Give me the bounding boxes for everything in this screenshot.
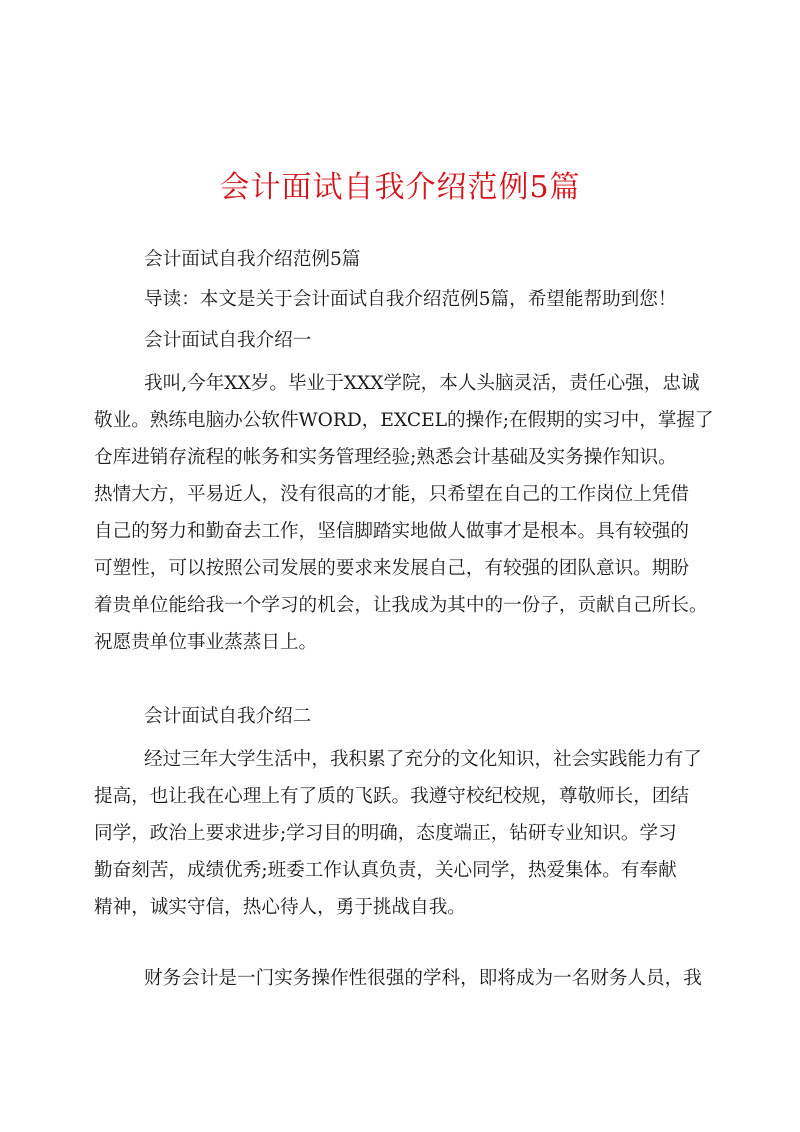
section2-line: 经过三年大学生活中，我积累了充分的文化知识，社会实践能力有了	[144, 749, 702, 770]
section1-line: 敬业。熟练电脑办公软件WORD，EXCEL的操作;在假期的实习中，掌握了	[94, 410, 714, 431]
section2-line: 精神，诚实守信，热心待人，勇于挑战自我。	[94, 897, 466, 918]
document-title: 会计面试自我介绍范例5篇	[219, 170, 581, 205]
section1-line: 我叫,今年XX岁。毕业于XXX学院，本人头脑灵活，责任心强，忠诚	[144, 373, 700, 394]
section1-line: 仓库进销存流程的帐务和实务管理经验;熟悉会计基础及实务操作知识。	[94, 447, 677, 468]
section1-paragraph	[94, 365, 714, 661]
section1-line: 祝愿贵单位事业蒸蒸日上。	[94, 632, 318, 653]
section1-line: 自己的努力和勤奋去工作，坚信脚踏实地做人做事才是根本。具有较强的	[94, 521, 690, 542]
section2-line: 同学，政治上要求进步;学习目的明确，态度端正，钻研专业知识。学习	[94, 823, 677, 844]
subtitle-line: 会计面试自我介绍范例5篇	[144, 249, 361, 270]
section2-line: 提高，也让我在心理上有了质的飞跃。我遵守校纪校规，尊敬师长，团结	[94, 786, 690, 807]
section1-line: 着贵单位能给我一个学习的机会，让我成为其中的一份子，贡献自己所长。	[94, 595, 708, 616]
section2-paragraph	[94, 741, 714, 926]
section2-continuation: 财务会计是一门实务操作性很强的学科，即将成为一名财务人员，我	[144, 968, 702, 989]
section1-heading: 会计面试自我介绍一	[144, 330, 312, 351]
section2-heading: 会计面试自我介绍二	[144, 706, 312, 727]
intro-line: 导读：本文是关于会计面试自我介绍范例5篇，希望能帮助到您！	[144, 289, 677, 310]
section2-line: 勤奋刻苦，成绩优秀;班委工作认真负责，关心同学，热爱集体。有奉献	[94, 860, 677, 881]
section1-line: 热情大方，平易近人，没有很高的才能，只希望在自己的工作岗位上凭借	[94, 484, 690, 505]
section1-line: 可塑性，可以按照公司发展的要求来发展自己，有较强的团队意识。期盼	[94, 558, 690, 579]
